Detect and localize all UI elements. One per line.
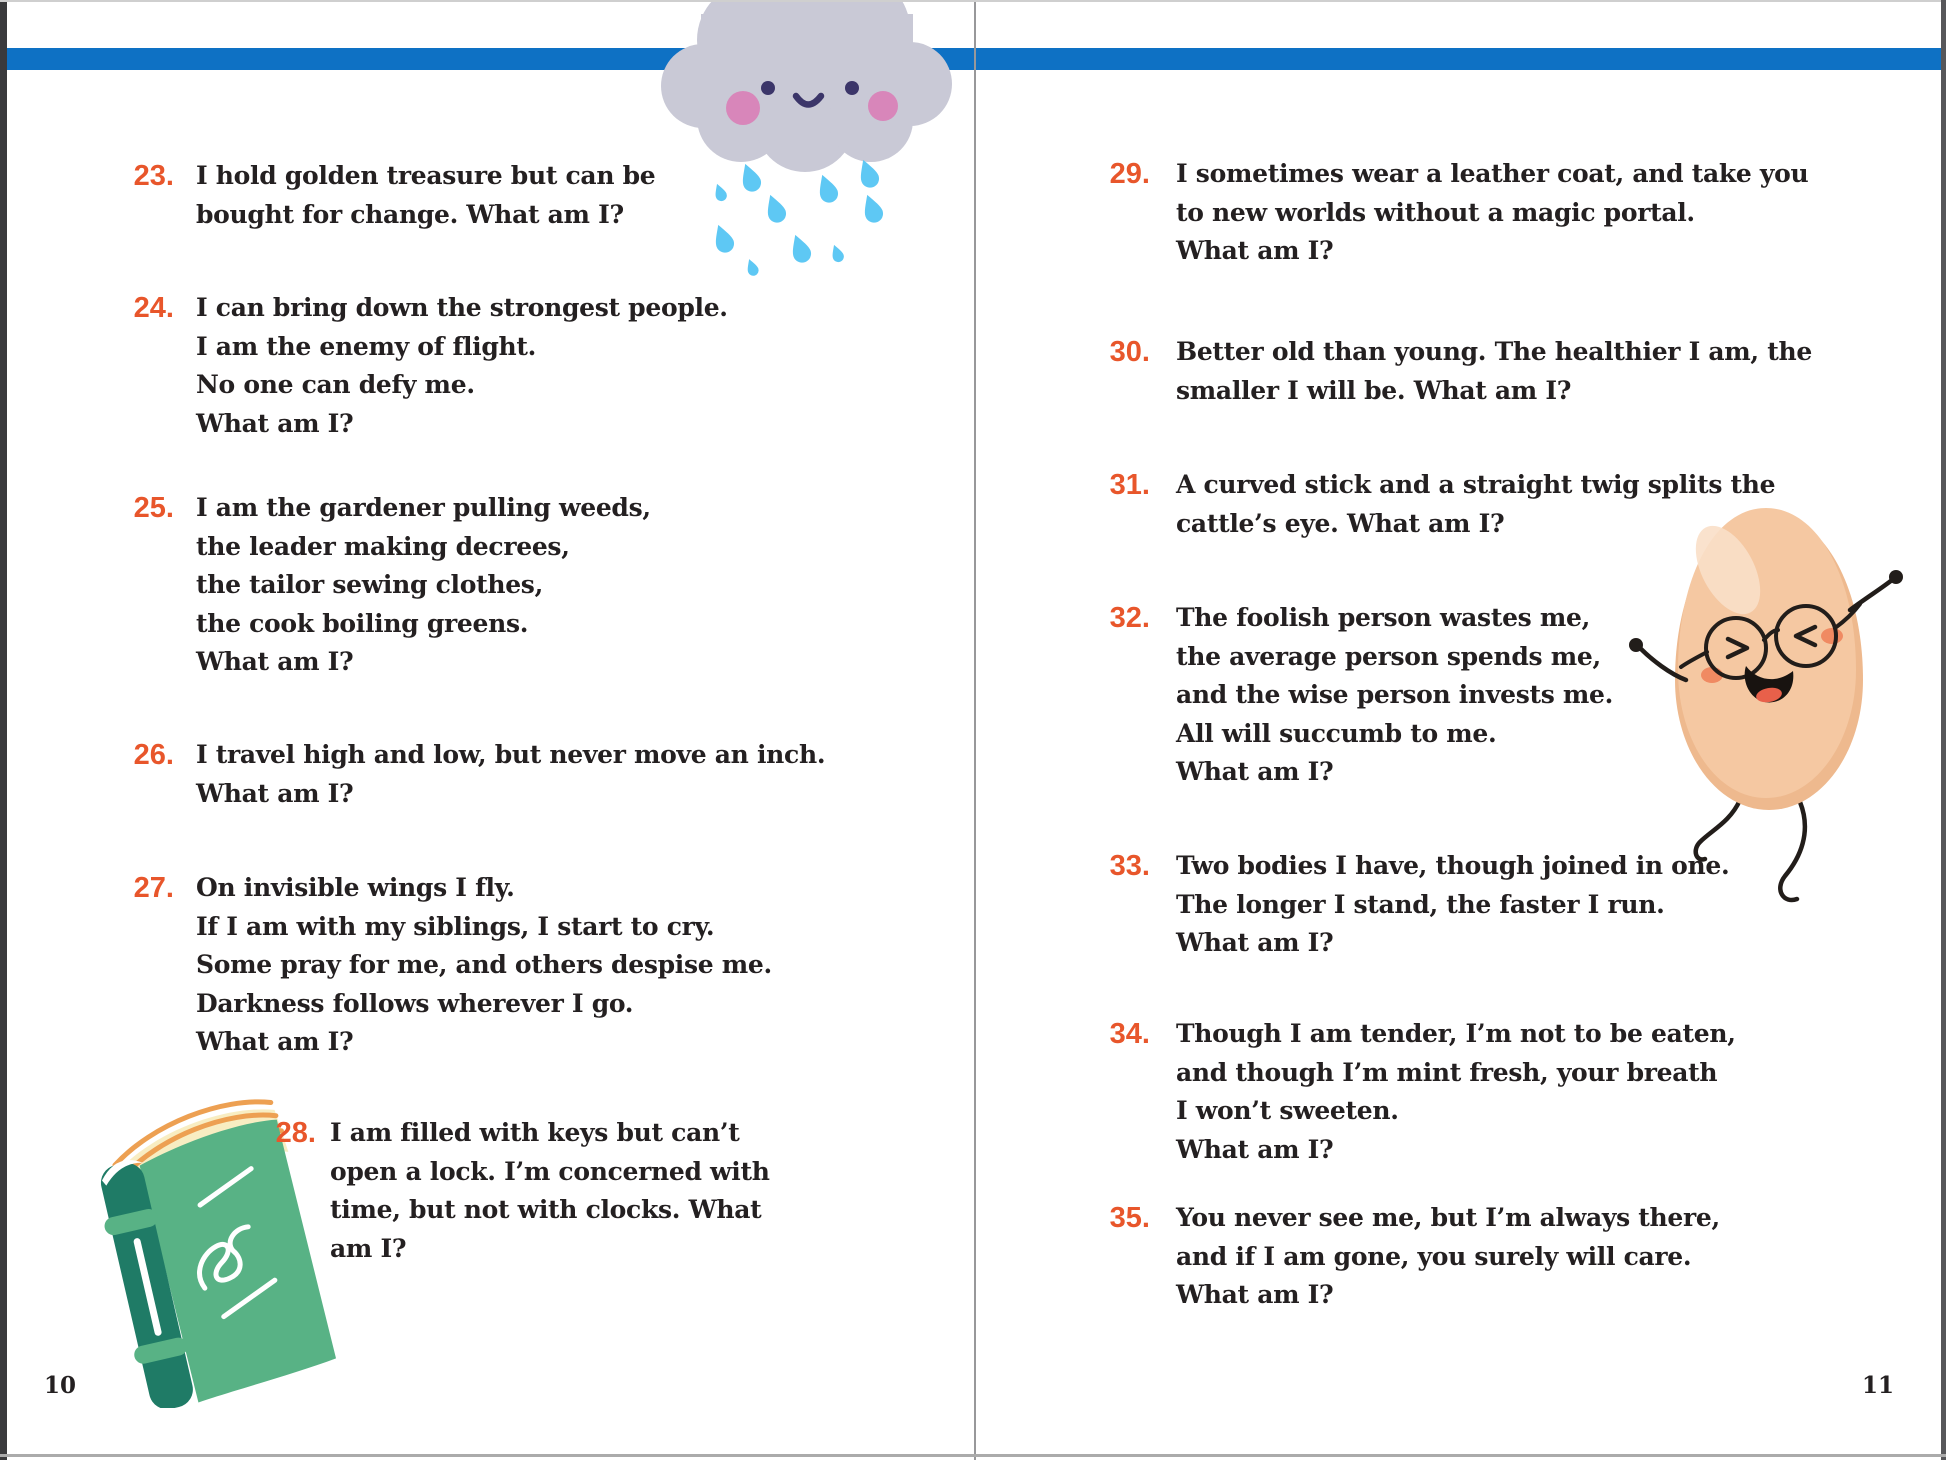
riddle-number: 24. — [133, 292, 174, 324]
riddle-line: I sometimes wear a leather coat, and take you — [1176, 159, 1809, 188]
riddle-text — [1176, 155, 1946, 271]
riddle-number: 27. — [133, 872, 174, 904]
riddle-32 — [0, 599, 1946, 792]
riddle-33 — [0, 847, 1946, 963]
riddle-line: am I? — [330, 1233, 407, 1263]
riddle-line: I travel high and low, but never move an inch. — [196, 740, 826, 769]
riddle-line: What am I? — [196, 1027, 354, 1056]
riddle-line: the cook boiling greens. — [196, 608, 529, 638]
riddle-line: A curved stick and a straight twig splits the — [1176, 470, 1776, 499]
riddle-number: 29. — [1109, 158, 1150, 190]
cloud-eye-left — [761, 81, 775, 95]
page-edge-left — [0, 0, 7, 1460]
riddle-text — [1176, 1199, 1946, 1315]
riddle-line: What am I? — [196, 408, 354, 438]
riddle-30 — [0, 333, 1946, 410]
page-number-right: 11 — [1862, 1372, 1895, 1399]
riddle-text — [1176, 1015, 1946, 1169]
riddle-number: 26. — [133, 739, 174, 771]
riddle-number: 32. — [1109, 602, 1150, 634]
riddle-line: All will succumb to me. — [1176, 718, 1497, 748]
riddle-line: Though I am tender, I’m not to be eaten, — [1176, 1019, 1736, 1048]
riddle-number: 35. — [1109, 1202, 1150, 1234]
riddle-31 — [0, 466, 1946, 543]
cloud-blush-left — [726, 91, 760, 125]
riddle-line: I am the enemy of flight. — [196, 331, 537, 361]
riddle-line: On invisible wings I fly. — [196, 873, 515, 902]
riddle-line: cattle’s eye. What am I? — [1176, 508, 1505, 538]
riddle-text — [1176, 599, 1946, 792]
riddle-29 — [0, 155, 1946, 271]
riddle-35 — [0, 1199, 1946, 1315]
riddle-text — [1176, 333, 1946, 410]
riddle-line: and if I am gone, you surely will care. — [1176, 1241, 1692, 1271]
riddle-number: 31. — [1109, 469, 1150, 501]
riddle-line: I won’t sweeten. — [1176, 1096, 1399, 1125]
riddle-text — [1176, 847, 1946, 963]
riddle-line: What am I? — [1176, 757, 1334, 786]
riddle-line: What am I? — [1176, 1280, 1334, 1309]
riddle-number: 34. — [1109, 1018, 1150, 1050]
riddle-line: Some pray for me, and others despise me. — [196, 950, 772, 979]
riddle-line: the tailor sewing clothes, — [196, 570, 543, 599]
riddle-line: What am I? — [196, 778, 354, 808]
page-edge-right — [1941, 0, 1946, 1460]
riddle-number: 33. — [1109, 850, 1150, 882]
riddle-line: open a lock. I’m concerned with — [330, 1156, 770, 1186]
page-divider — [974, 0, 976, 1460]
riddle-line: You never see me, but I’m always there, — [1176, 1203, 1720, 1232]
riddle-line: bought for change. What am I? — [196, 199, 624, 229]
riddle-line: The longer I stand, the faster I run. — [1176, 889, 1665, 919]
riddle-line: and though I’m mint fresh, your breath — [1176, 1057, 1718, 1087]
riddle-text — [1176, 466, 1946, 543]
page-edge-top — [0, 0, 1946, 2]
riddle-line: Darkness follows wherever I go. — [196, 988, 634, 1018]
riddle-line: I am the gardener pulling weeds, — [196, 493, 651, 522]
riddle-line: to new worlds without a magic portal. — [1176, 197, 1695, 227]
riddle-line: What am I? — [196, 647, 354, 676]
riddle-34 — [0, 1015, 1946, 1169]
riddle-number: 23. — [133, 160, 174, 192]
riddle-line: I am filled with keys but can’t — [330, 1118, 740, 1147]
riddle-line: the leader making decrees, — [196, 531, 570, 561]
riddle-line: the average person spends me, — [1176, 641, 1601, 671]
riddle-line: No one can defy me. — [196, 370, 475, 399]
riddle-line: I hold golden treasure but can be — [196, 161, 656, 190]
top-blue-bar — [0, 48, 1946, 70]
riddle-line: What am I? — [1176, 1134, 1334, 1164]
riddle-line: smaller I will be. What am I? — [1176, 375, 1572, 405]
riddle-line: Two bodies I have, though joined in one. — [1176, 851, 1730, 880]
cloud-blush-right — [868, 91, 898, 121]
riddle-number: 25. — [133, 492, 174, 524]
riddle-line: What am I? — [1176, 236, 1334, 265]
riddle-line: The foolish person wastes me, — [1176, 603, 1591, 632]
riddle-line: If I am with my siblings, I start to cry. — [196, 911, 715, 941]
riddle-number: 30. — [1109, 336, 1150, 368]
page-number-left: 10 — [44, 1372, 77, 1399]
page-edge-bottom — [0, 1454, 1946, 1457]
riddle-line: time, but not with clocks. What — [330, 1195, 762, 1224]
riddle-line: Better old than young. The healthier I am, the — [1176, 337, 1812, 366]
cloud-eye-right — [845, 81, 859, 95]
riddle-line: and the wise person invests me. — [1176, 680, 1614, 709]
riddle-line: I can bring down the strongest people. — [196, 293, 728, 322]
riddle-line: What am I? — [1176, 928, 1334, 957]
riddle-number: 28. — [275, 1117, 316, 1149]
